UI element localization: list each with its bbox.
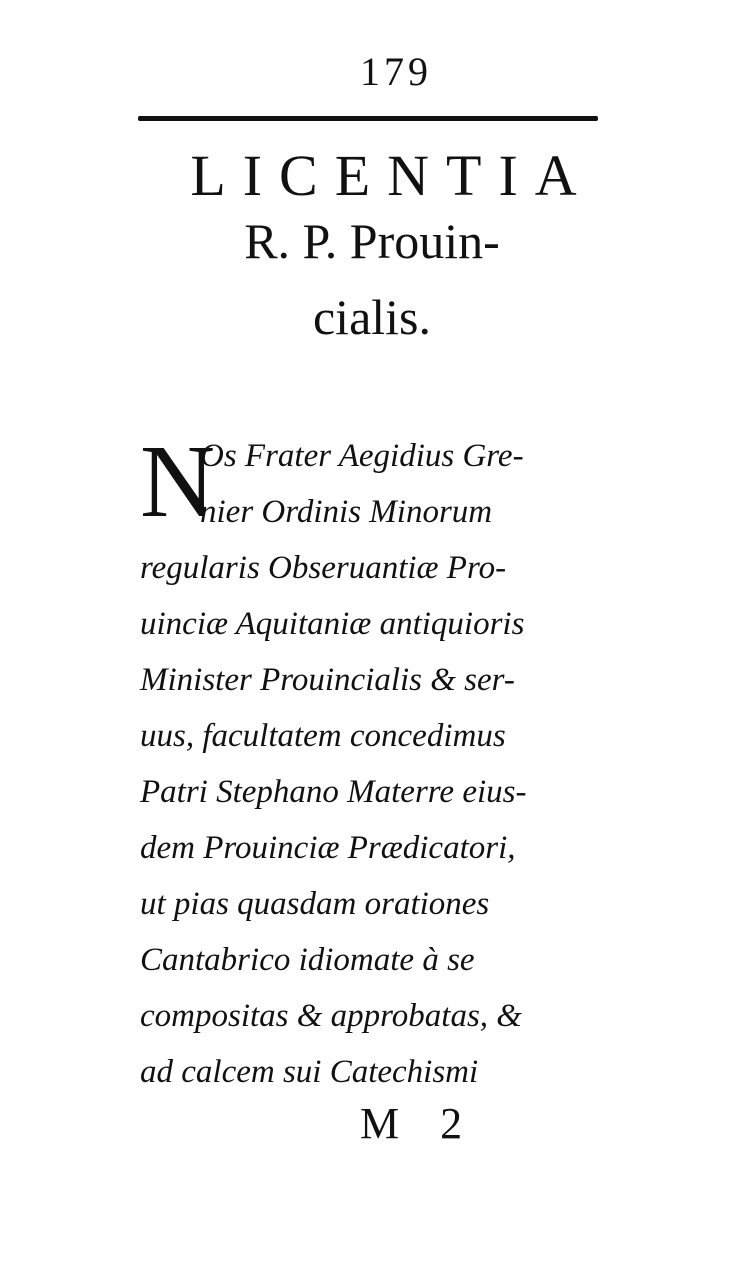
text-line: uus, facultatem concedimus [140, 718, 506, 754]
title-line-3: cialis. [312, 289, 432, 345]
text-line: Minister Prouincialis & ser- [140, 662, 515, 698]
title-licentia: LICENTIA [190, 143, 594, 208]
text-line: regularis Obseruantiæ Pro- [140, 550, 507, 586]
title-line-2: R. P. Prouin- [244, 213, 500, 269]
page-number: 179 [360, 49, 432, 94]
text-line: ad calcem sui Catechismi [140, 1054, 479, 1090]
drop-cap: N [140, 424, 216, 539]
text-line: Patri Stephano Materre eius- [140, 774, 527, 810]
text-line: compositas & approbatas, & [140, 998, 522, 1034]
text-line: Os Frater Aegidius Gre- [200, 438, 524, 474]
text-line: ut pias quasdam orationes [140, 886, 490, 922]
text-line: Cantabrico idiomate à se [140, 942, 475, 978]
header-rule [138, 116, 598, 121]
text-line: nier Ordinis Minorum [200, 494, 493, 530]
text-line: dem Prouinciæ Prædicatori, [140, 830, 516, 866]
signature-mark: M 2 [360, 1099, 463, 1148]
text-line: uinciæ Aquitaniæ antiquioris [140, 606, 525, 642]
